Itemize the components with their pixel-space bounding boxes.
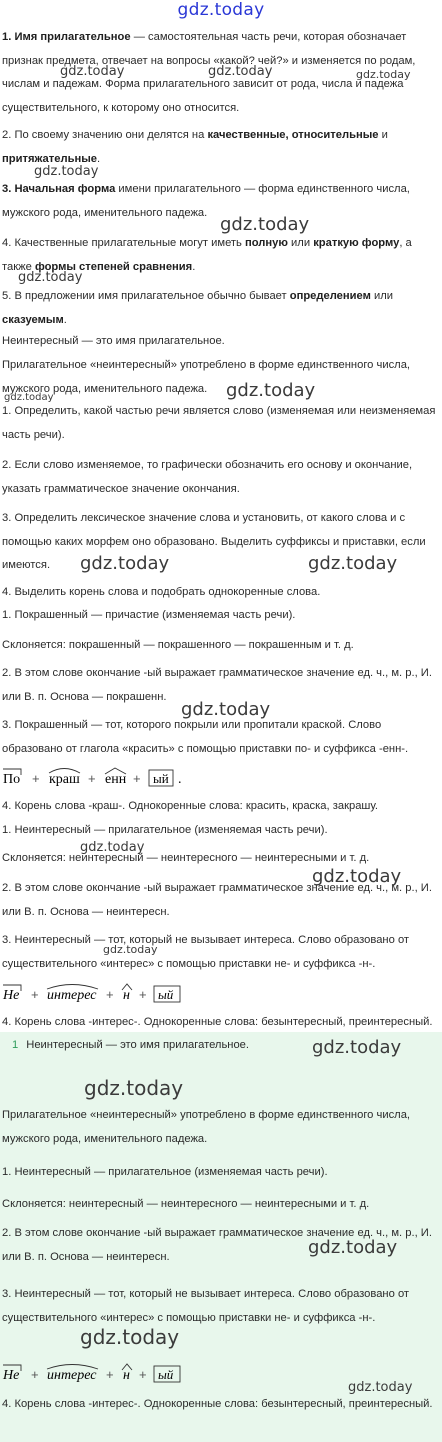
- theory-paragraph-1: 1. Имя прилагательное — самостоятельная часть речи, которая обозначает признак предмета, отвечает на вопросы «какой? чей?» и изменяется по родам, числам и падежам. Форма прилагательного зависит от рода, числа и падежа существительного, к которому оно относится.: [2, 31, 416, 114]
- word2-morpheme-diagram: [2, 980, 202, 1006]
- plan-step-4: 4. Выделить корень слова и подобрать однокоренные слова.: [2, 586, 321, 598]
- answer-statement: Неинтересный — это имя прилагательное.: [2, 335, 225, 347]
- watermark: gdz.today: [84, 1076, 184, 1100]
- watermark: gdz.today: [208, 64, 273, 79]
- plus-sign: +: [106, 987, 114, 1002]
- word2-formation: 3. Неинтересный — тот, который не вызывает интереса. Слово образовано от существительного «интерес» с помощью приставки не- и суффикса -н-.: [2, 934, 410, 970]
- plus-sign: +: [31, 1367, 39, 1382]
- plan-step-3: 3. Определить лексическое значение слова и установить, от какого слова и с помощью каких морфем оно образовано. Выделить суффиксы и приставки, если имеются.: [2, 512, 426, 571]
- plus-sign: +: [139, 987, 147, 1002]
- watermark: gdz.today: [60, 64, 125, 79]
- plus-sign: +: [32, 771, 40, 786]
- watermark: gdz.today: [103, 943, 158, 956]
- watermark: gdz.today: [4, 392, 54, 403]
- plan-step-1: 1. Определить, какой частью речи является слово (изменяемая или неизменяемая часть речи).: [2, 405, 436, 441]
- plus-sign: +: [133, 771, 141, 786]
- site-logo[interactable]: gdz.today: [177, 0, 265, 20]
- watermark: gdz.today: [226, 380, 316, 401]
- morph-prefix: По: [3, 772, 21, 787]
- watermark: gdz.today: [80, 553, 170, 574]
- word2-declension: Склоняется: неинтересный — неинтересного — неинтересными и т. д.: [2, 852, 370, 864]
- watermark: gdz.today: [18, 270, 83, 285]
- watermark: gdz.today: [80, 840, 145, 855]
- word2-ending: 2. В этом слове окончание -ый выражает грамматическое значение ед. ч., м. р., И. или В. п. Основа — неинтересн.: [2, 882, 432, 918]
- alt-form: Прилагательное «неинтересный» употреблено в форме единственного числа, мужского рода, именительного падежа.: [2, 1109, 411, 1145]
- morph-prefix: Не: [3, 988, 20, 1003]
- morph-root: интерес: [47, 988, 97, 1003]
- morph-root: краш: [49, 772, 80, 787]
- theory-paragraph-4: 4. Качественные прилагательные могут иметь полную или краткую форму, а также формы степеней сравнения.: [2, 237, 412, 273]
- watermark: gdz.today: [34, 164, 99, 179]
- plus-sign: +: [88, 771, 96, 786]
- watermark: gdz.today: [308, 553, 398, 574]
- morph-dot: .: [178, 772, 182, 787]
- word1-ending: 2. В этом слове окончание -ый выражает грамматическое значение ед. ч., м. р., И. или В. п. Основа — покрашенн.: [2, 667, 432, 703]
- word1-part-of-speech: 1. Покрашенный — причастие (изменяемая часть речи).: [2, 609, 296, 621]
- alt-statement: 1 Неинтересный — это имя прилагательное.: [12, 1039, 250, 1051]
- theory-paragraph-3: 3. Начальная форма имени прилагательного — форма единственного числа, мужского рода, именительного падежа.: [2, 183, 410, 219]
- theory-paragraph-5: 5. В предложении имя прилагательное обычно бывает определением или сказуемым.: [2, 290, 394, 326]
- morph-ending: ый: [158, 987, 174, 1002]
- watermark: gdz.today: [80, 1325, 180, 1349]
- plus-sign: +: [106, 1367, 114, 1382]
- alt-root: 4. Корень слова -интерес-. Однокоренные слова: безынтересный, преинтересный.: [2, 1398, 433, 1410]
- plus-sign: +: [31, 987, 39, 1002]
- morph-root: интерес: [47, 1368, 97, 1383]
- watermark: gdz.today: [356, 68, 411, 81]
- word1-morpheme-diagram: [2, 764, 202, 790]
- watermark: gdz.today: [312, 1037, 402, 1058]
- alt-ending: 2. В этом слове окончание -ый выражает грамматическое значение ед. ч., м. р., И. или В. п. Основа — неинтересн.: [2, 1227, 432, 1263]
- alt-number: 1: [12, 1039, 19, 1051]
- watermark: gdz.today: [181, 699, 271, 720]
- word2-part-of-speech: 1. Неинтересный — прилагательное (изменяемая часть речи).: [2, 824, 328, 836]
- morph-ending: ый: [153, 771, 169, 786]
- plus-sign: +: [139, 1367, 147, 1382]
- morph-suffix: н: [123, 988, 130, 1003]
- alt-formation: 3. Неинтересный — тот, который не вызывает интереса. Слово образовано от существительного «интерес» с помощью приставки не- и суффикса -н-.: [2, 1288, 410, 1324]
- morph-suffix: енн: [105, 772, 127, 787]
- alt-morpheme-diagram: [2, 1360, 202, 1386]
- morph-suffix: н: [123, 1368, 130, 1383]
- alt-part-of-speech: 1. Неинтересный — прилагательное (изменяемая часть речи).: [2, 1166, 328, 1178]
- morph-prefix: Не: [3, 1368, 20, 1383]
- alt-declension: Склоняется: неинтересный — неинтересного — неинтересными и т. д.: [2, 1198, 370, 1210]
- watermark: gdz.today: [308, 1237, 398, 1258]
- word1-formation: 3. Покрашенный — тот, которого покрыли или пропитали краской. Слово образовано от глагола «красить» с помощью приставки по- и суффикса -енн-.: [2, 719, 409, 755]
- watermark: gdz.today: [348, 1380, 413, 1395]
- watermark: gdz.today: [312, 866, 402, 887]
- morph-ending: ый: [158, 1367, 174, 1382]
- word1-root: 4. Корень слова -краш-. Однокоренные слова: красить, краска, закрашу.: [2, 800, 378, 812]
- word2-root: 4. Корень слова -интерес-. Однокоренные слова: безынтересный, преинтересный.: [2, 1016, 433, 1028]
- theory-paragraph-2: 2. По своему значению они делятся на качественные, относительные и притяжательные.: [2, 129, 388, 165]
- answer-form: Прилагательное «неинтересный» употреблено в форме единственного числа, мужского рода, именительного падежа.: [2, 359, 411, 395]
- plan-step-2: 2. Если слово изменяемое, то графически обозначить его основу и окончание, указать грамматическое значение окончания.: [2, 459, 413, 495]
- watermark: gdz.today: [220, 214, 310, 235]
- word1-declension: Склоняется: покрашенный — покрашенного — покрашенным и т. д.: [2, 639, 354, 651]
